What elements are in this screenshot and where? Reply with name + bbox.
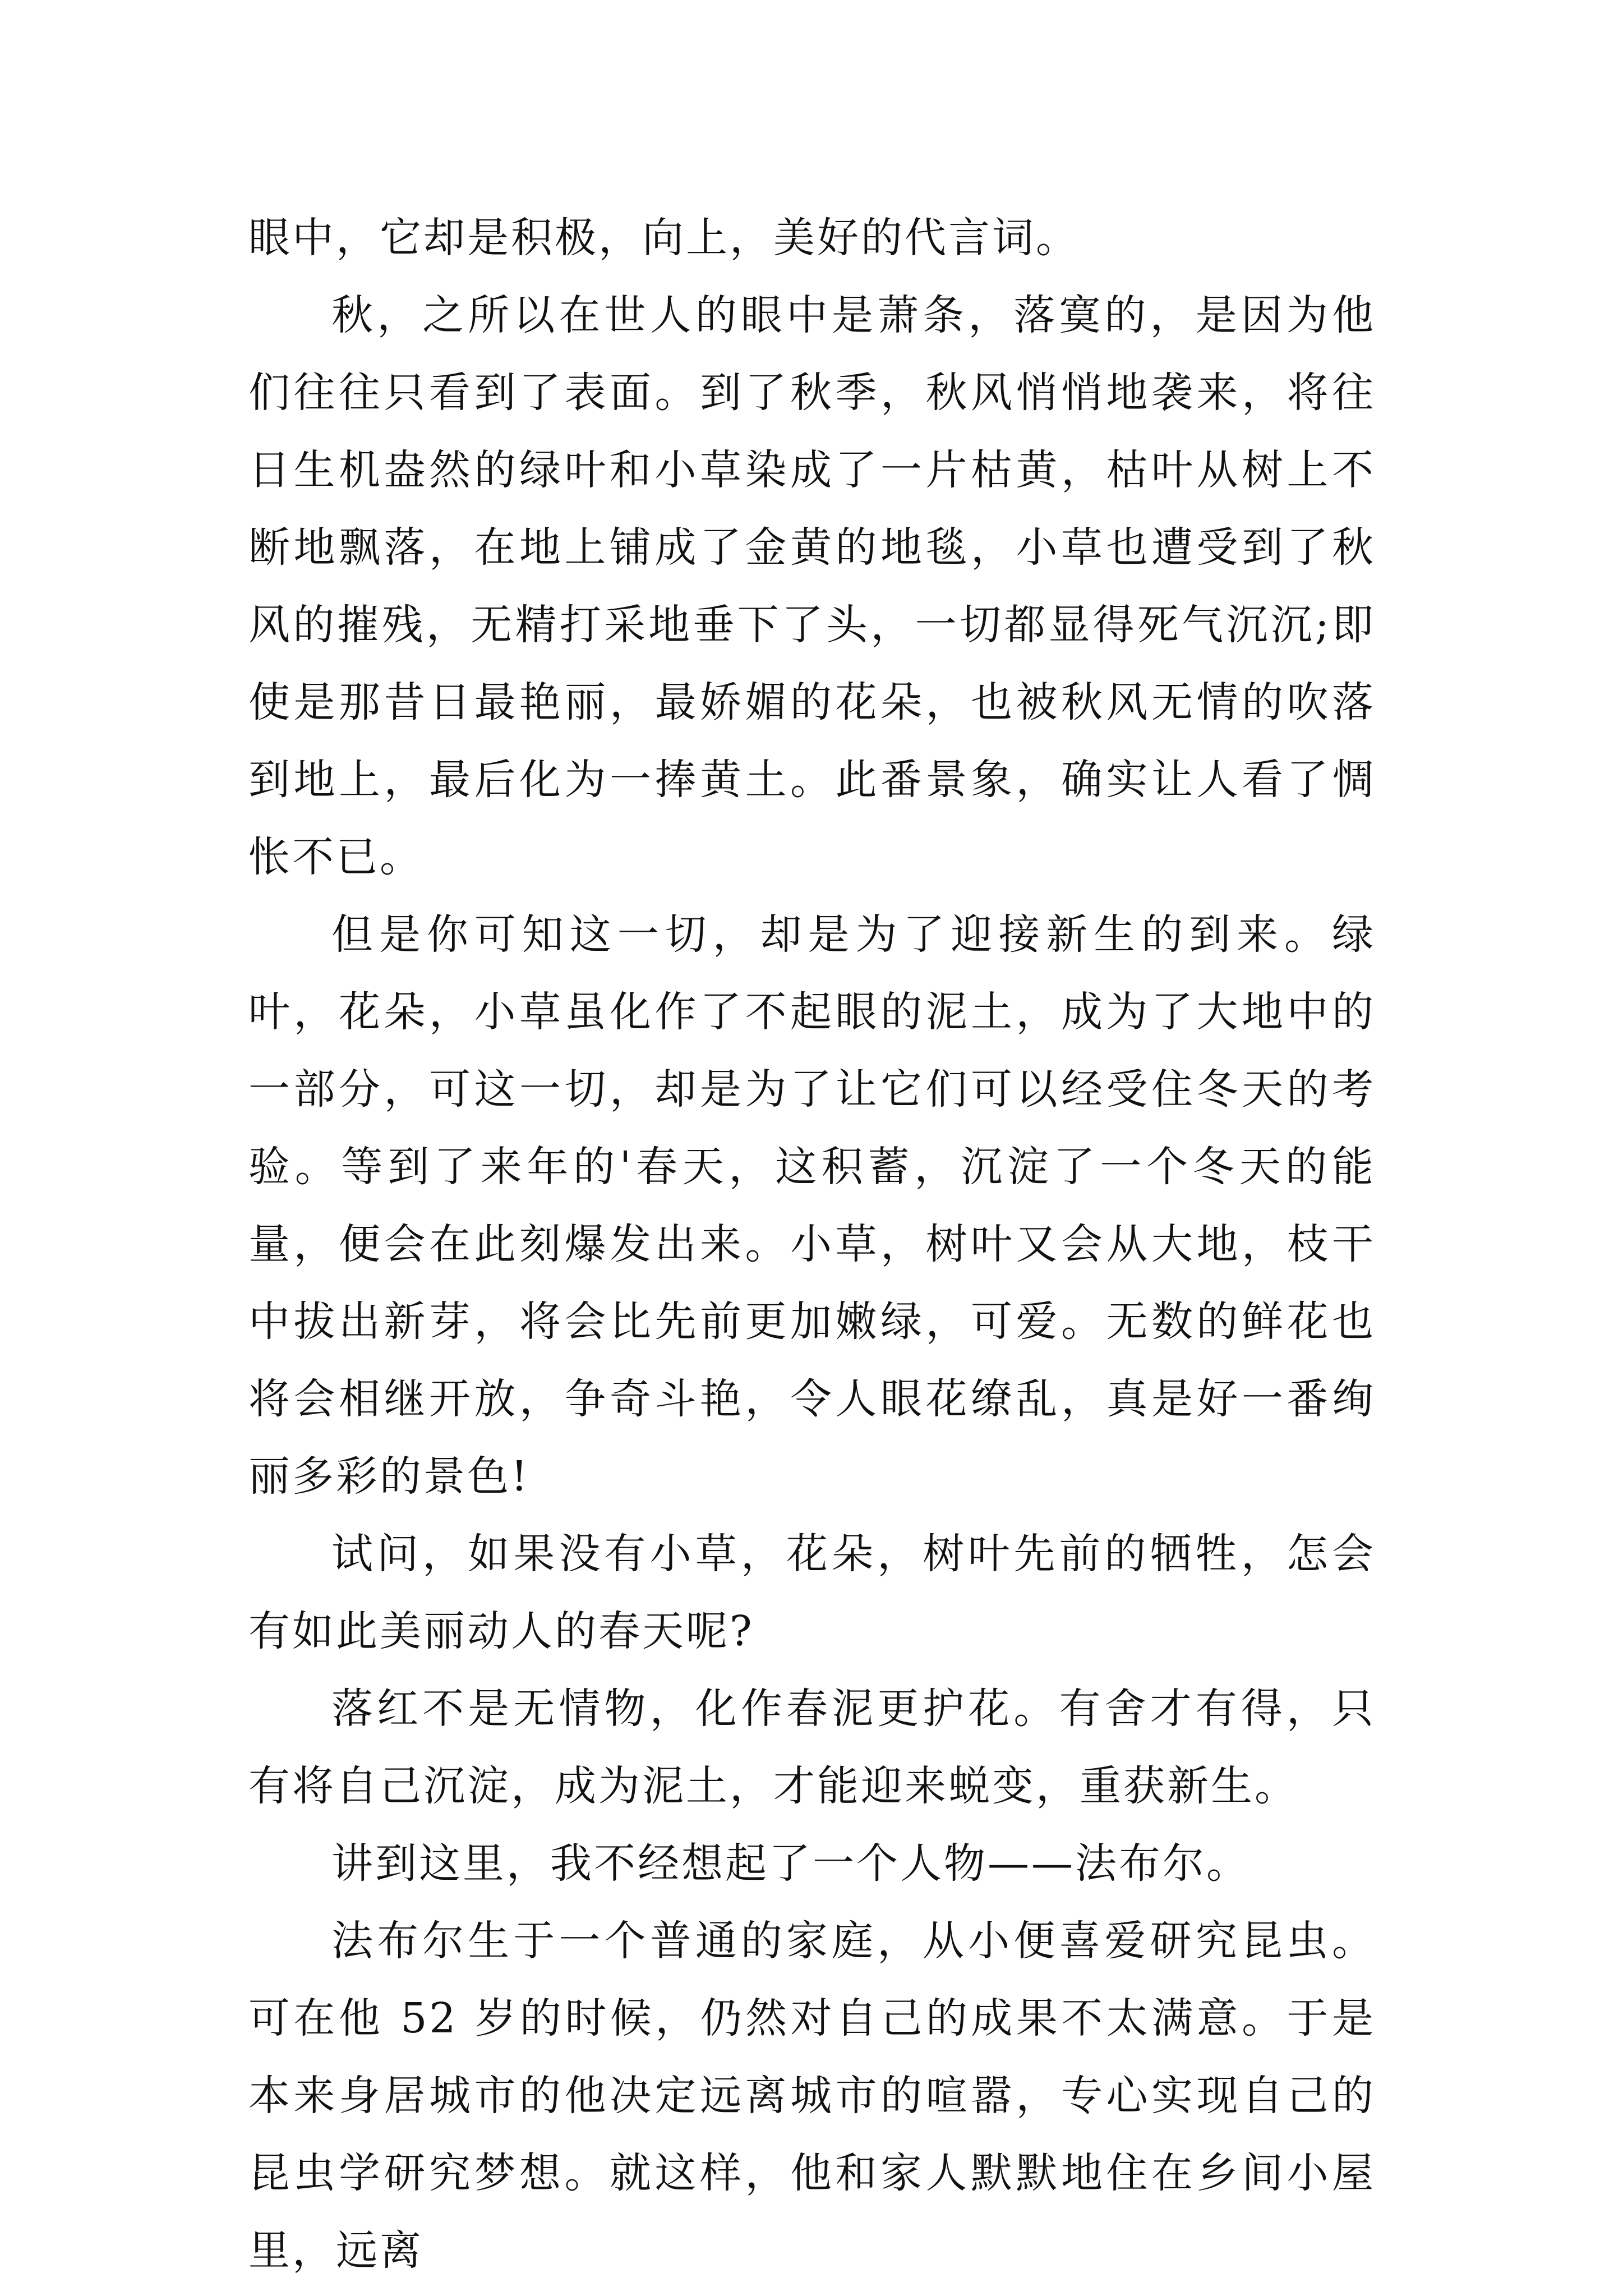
paragraph-fabre-story: 法布尔生于一个普通的家庭，从小便喜爱研究昆虫。可在他 52 岁的时候，仍然对自己的成果不太满意。于是本来身居城市的他决定远离城市的喧嚣，专心实现自己的昆虫学研究梦想。就这样，他和家人默默地住在乡间小屋里，远离 <box>248 1917 1376 2275</box>
paragraph-new-life: 但是你可知这一切，却是为了迎接新生的到来。绿叶，花朵，小草虽化作了不起眼的泥土，成为了大地中的一部分，可这一切，却是为了让它们可以经受住冬天的考验。等到了来年的'春天，这积蓄，沉淀了一个冬天的能量，便会在此刻爆发出来。小草，树叶又会从大地，枝干中拔出新芽，将会比先前更加嫩绿，可爱。无数的鲜花也将会相继开放，争奇斗艳，令人眼花缭乱，真是好一番绚丽多彩的景色! <box>248 910 1376 1501</box>
paragraph-autumn-surface: 秋，之所以在世人的眼中是萧条，落寞的，是因为他们往往只看到了表面。到了秋季，秋风悄悄地袭来，将往日生机盎然的绿叶和小草染成了一片枯黄，枯叶从树上不断地飘落，在地上铺成了金黄的地毯，小草也遭受到了秋风的摧残，无精打采地垂下了头，一切都显得死气沉沉;即使是那昔日最艳丽，最娇媚的花朵，也被秋风无情的吹落到地上，最后化为一捧黄土。此番景象，确实让人看了惆怅不已。 <box>248 291 1376 881</box>
paragraph-poem-quote: 落红不是无情物，化作春泥更护花。有舍才有得，只有将自己沉淀，成为泥土，才能迎来蜕变，重获新生。 <box>248 1685 1376 1810</box>
paragraph-question: 试问，如果没有小草，花朵，树叶先前的牺牲，怎会有如此美丽动人的春天呢? <box>248 1530 1376 1655</box>
paragraph-fabre-intro: 讲到这里，我不经想起了一个人物——法布尔。 <box>331 1839 1250 1888</box>
document-body <box>248 199 1376 2289</box>
paragraph-continuation: 眼中，它却是积极，向上，美好的代言词。 <box>248 214 1080 262</box>
